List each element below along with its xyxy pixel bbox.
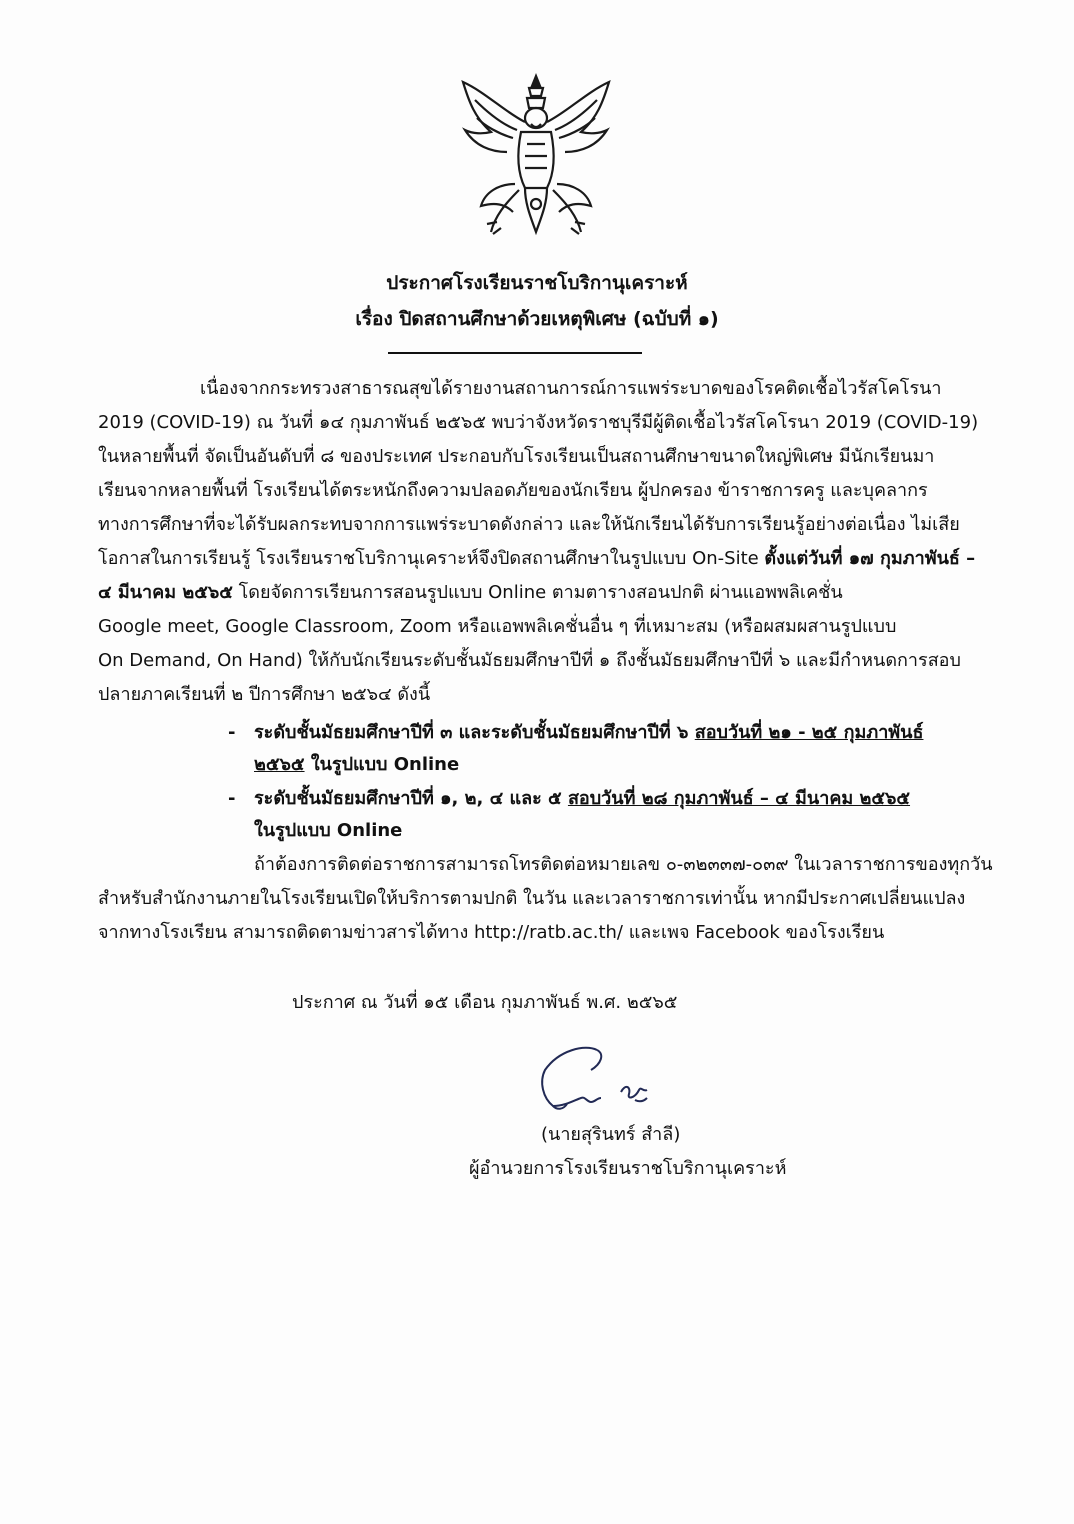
bullet-dash: - — [228, 722, 236, 743]
announcement-subject: เรื่อง ปิดสถานศึกษาด้วยเหตุพิเศษ (ฉบับที่ ๑) — [355, 308, 719, 330]
closure-start-date: ตั้งแต่วันที่ ๑๗ กุมภาพันธ์ – — [764, 548, 976, 569]
signatory-position: ผู้อำนวยการโรงเรียนราชโบริกานุเคราะห์ — [469, 1158, 787, 1179]
exam-year: ๒๕๖๕ — [254, 754, 305, 775]
exam-date: สอบวันที่ ๒๑ - ๒๕ กุมภาพันธ์ — [694, 722, 924, 743]
bullet-item-cont: ในรูปแบบ Online — [254, 820, 403, 841]
bullet-text: ระดับชั้นมัธยมศึกษาปีที่ ๑, ๒, ๔ และ ๕ — [254, 788, 568, 809]
bullet-item-cont — [254, 752, 459, 778]
bullet-item — [254, 720, 923, 746]
paragraph-line: ปลายภาคเรียนที่ ๒ ปีการศึกษา ๒๕๖๔ ดังนี้ — [98, 684, 431, 705]
paragraph-text: โอกาสในการเรียนรู้ โรงเรียนราชโบริกานุเคราะห์จึงปิดสถานศึกษาในรูปแบบ On-Site — [98, 548, 765, 569]
paragraph-line: 2019 (COVID-19) ณ วันที่ ๑๔ กุมภาพันธ์ ๒๕๖๕ พบว่าจังหวัดราชบุรีมีผู้ติดเชื้อไวรัสโคโรนา 2019 (COVID-19) — [98, 412, 979, 433]
bullet-text: ในรูปแบบ Online — [304, 754, 460, 775]
paragraph-line — [98, 580, 843, 606]
announcement-title: ประกาศโรงเรียนราชโบริกานุเคราะห์ — [386, 272, 688, 294]
paragraph-line: ในหลายพื้นที่ จัดเป็นอันดับที่ ๘ ของประเทศ ประกอบกับโรงเรียนเป็นสถานศึกษาขนาดใหญ่พิเศษ มีนักเรียนมา — [98, 446, 935, 467]
exam-date: สอบวันที่ ๒๘ กุมภาพันธ์ – ๔ มีนาคม ๒๕๖๕ — [567, 788, 911, 809]
paragraph-line: เรียนจากหลายพื้นที่ โรงเรียนได้ตระหนักถึงความปลอดภัยของนักเรียน ผู้ปกครอง ข้าราชการครู และบุคลากร — [98, 480, 928, 501]
paragraph-line: ทางการศึกษาที่จะได้รับผลกระทบจากการแพร่ระบาดดังกล่าว และให้นักเรียนได้รับการเรียนรู้อย่างต่อเนื่อง ไม่เสีย — [98, 514, 960, 535]
paragraph-text: โดยจัดการเรียนการสอนรูปแบบ Online ตามตารางสอนปกติ ผ่านแอพพลิเคชั่น — [232, 582, 843, 603]
announcement-date: ประกาศ ณ วันที่ ๑๕ เดือน กุมภาพันธ์ พ.ศ. ๒๕๖๕ — [292, 992, 678, 1013]
paragraph-line — [98, 546, 975, 572]
garuda-emblem — [455, 72, 617, 240]
paragraph-line: Google meet, Google Classroom, Zoom หรือแอพพลิเคชั่นอื่น ๆ ที่เหมาะสม (หรือผสมผสานรูปแบบ — [98, 616, 897, 637]
contact-line: จากทางโรงเรียน สามารถติดตามข่าวสารได้ทาง http://ratb.ac.th/ และเพจ Facebook ของโรงเรียน — [98, 922, 885, 943]
paragraph-line: เนื่องจากกระทรวงสาธารณสุขได้รายงานสถานการณ์การแพร่ระบาดของโรคติดเชื้อไวรัสโคโรนา — [200, 378, 942, 399]
closure-end-date: ๔ มีนาคม ๒๕๖๕ — [98, 582, 233, 603]
bullet-item — [254, 786, 910, 812]
bullet-dash: - — [228, 788, 236, 809]
signature-image — [535, 1040, 675, 1120]
paragraph-line: On Demand, On Hand) ให้กับนักเรียนระดับชั้นมัธยมศึกษาปีที่ ๑ ถึงชั้นมัธยมศึกษาปีที่ ๖ และมีกำหนดการสอบ — [98, 650, 961, 671]
contact-line: ถ้าต้องการติดต่อราชการสามารถโทรติดต่อหมายเลข ๐-๓๒๓๓๗-๐๓๙ ในเวลาราชการของทุกวัน — [254, 854, 993, 875]
title-divider — [388, 352, 642, 354]
bullet-text: ระดับชั้นมัธยมศึกษาปีที่ ๓ และระดับชั้นมัธยมศึกษาปีที่ ๖ — [254, 722, 695, 743]
contact-line: สำหรับสำนักงานภายในโรงเรียนเปิดให้บริการตามปกติ ในวัน และเวลาราชการเท่านั้น หากมีประกาศเปลี่ยนแปลง — [98, 888, 966, 909]
signatory-name: (นายสุรินทร์ สำลี) — [541, 1124, 681, 1145]
